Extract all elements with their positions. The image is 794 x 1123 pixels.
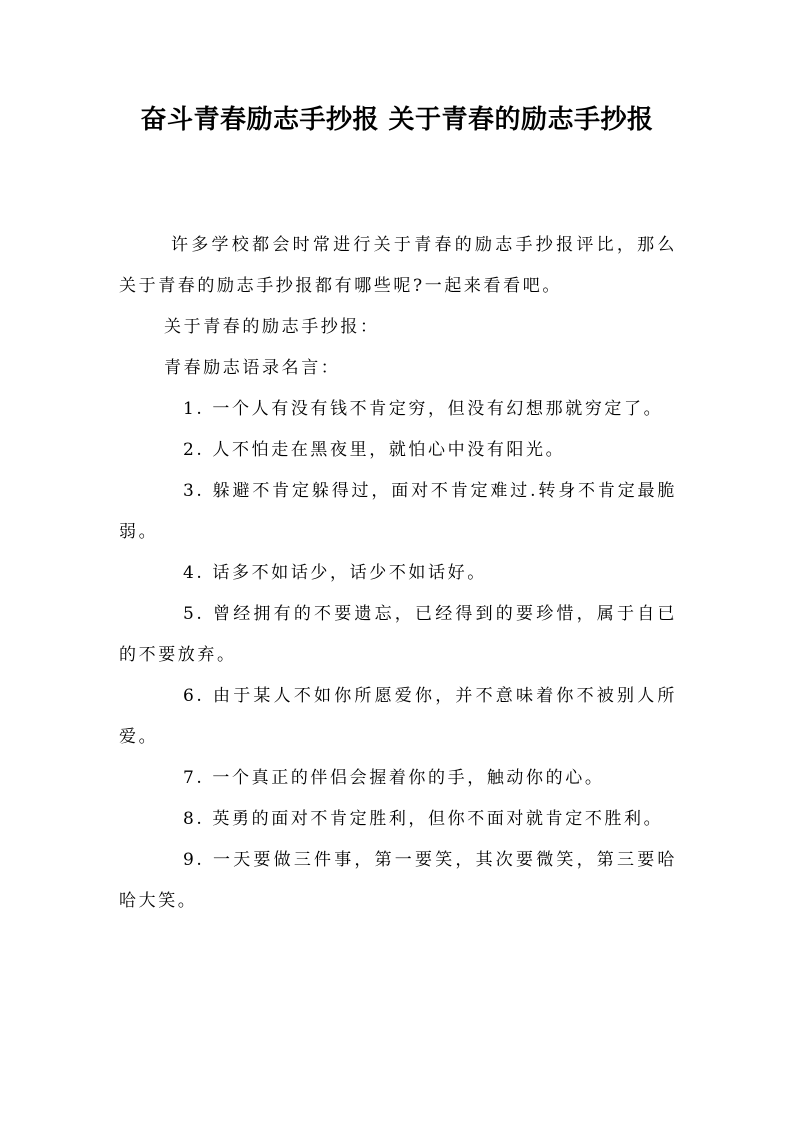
quote-item-8: 8. 英勇的面对不肯定胜利，但你不面对就肯定不胜利。 <box>183 809 664 829</box>
quote-item-7: 7. 一个真正的伴侣会握着你的手，触动你的心。 <box>183 768 605 788</box>
document-title: 奋斗青春励志手抄报 关于青春的励志手抄报 <box>140 105 654 135</box>
intro-paragraph: 许多学校都会时常进行关于青春的励志手抄报评比，那么关于青春的励志手抄报都有哪些呢?一起来看看吧。 <box>119 235 677 296</box>
quote-item-4: 4. 话多不如话少，话少不如话好。 <box>183 563 487 583</box>
quote-item-3: 3. 躲避不肯定躲得过，面对不肯定难过.转身不肯定最脆弱。 <box>119 481 677 542</box>
section-heading: 关于青春的励志手抄报： <box>164 317 380 337</box>
quote-item-9: 9. 一天要做三件事，第一要笑，其次要微笑，第三要哈哈大笑。 <box>119 850 677 911</box>
quote-item-2: 2. 人不怕走在黑夜里，就怕心中没有阳光。 <box>183 440 566 460</box>
quote-item-5: 5. 曾经拥有的不要遗忘，已经得到的要珍惜，属于自已的不要放弃。 <box>119 604 677 665</box>
document-body <box>119 225 677 922</box>
quote-item-6: 6. 由于某人不如你所愿爱你，并不意味着你不被别人所爱。 <box>119 686 677 747</box>
quotes-heading: 青春励志语录名言： <box>164 358 341 378</box>
quote-item-1: 1. 一个人有没有钱不肯定穷，但没有幻想那就穷定了。 <box>183 399 664 419</box>
